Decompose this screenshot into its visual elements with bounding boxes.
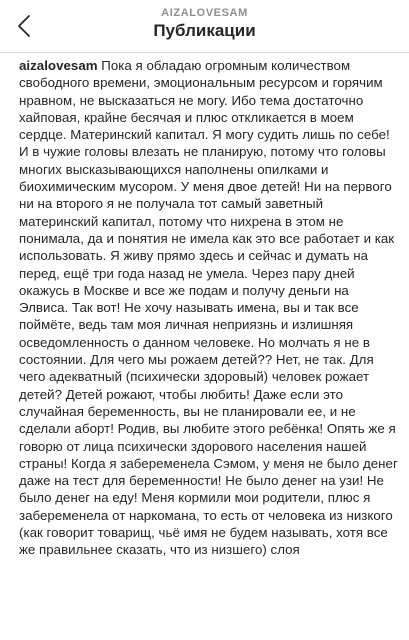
chevron-left-icon: [17, 14, 31, 38]
top-navigation-bar: [0, 0, 409, 53]
caption-text: Пока я обладаю огромным количеством свободного времени, эмоциональным ресурсом и горячим нравном, не высказаться не могу. Ибо тема достаточно хайповая, крайне бесячая и плюс откликается в моем сердце. Материнский капитал. Я могу судить лишь по себе! И в чужие головы влезать не планирую, потому что головы многих высказывающихся наполнены опилками и биохимическим мусором. У меня двое детей! Ни на первого ни на второго я не получала тот самый заветный материнский капитал, потому что нихрена в этом не понимала, да и понятия не имела как это все работает и как использовать. Я живу прямо здесь и сейчас и думать на перед, ещё три года назад не умела. Через пару дней окажусь в Москве и все же подам и получу деньги на Элвиса. Так вот! Не хочу называть имена, вы и так все поймёте, ведь там моя личная неприязнь и излишняя осведомленность о данном человеке. Но молчать я не в состоянии. Для чего мы рожаем детей?? Нет, не так. Для чего адекватный (психически здоровый) человек рожает детей? Детей рожают, чтобы любить! Даже если это случайная беременность, вы не планировали ее, и не сделали аборт! Родив, вы любите этого ребёнка! Опять же я говорю от лица психически здорового населения нашей страны! Когда я забеременела Сэмом, у меня не было денег даже на тест для беременности! Не было денег на узи! Не было денег на еду! Меня кормили мои родители, плюс я забеременела от наркомана, то есть от человека из низкого (как говорит товарищ, чьё имя не будем называть, хотя все же правильнее сказать, что из низшего) слоя: [19, 58, 398, 558]
post-caption: [19, 57, 401, 559]
header-titles: [60, 6, 349, 42]
post-caption-area: [19, 57, 401, 640]
back-button[interactable]: [8, 8, 40, 44]
account-username-header: AIZALOVESAM: [161, 7, 248, 19]
caption-username-link[interactable]: aizalovesam: [19, 58, 98, 73]
page-title: Публикации: [153, 21, 256, 40]
